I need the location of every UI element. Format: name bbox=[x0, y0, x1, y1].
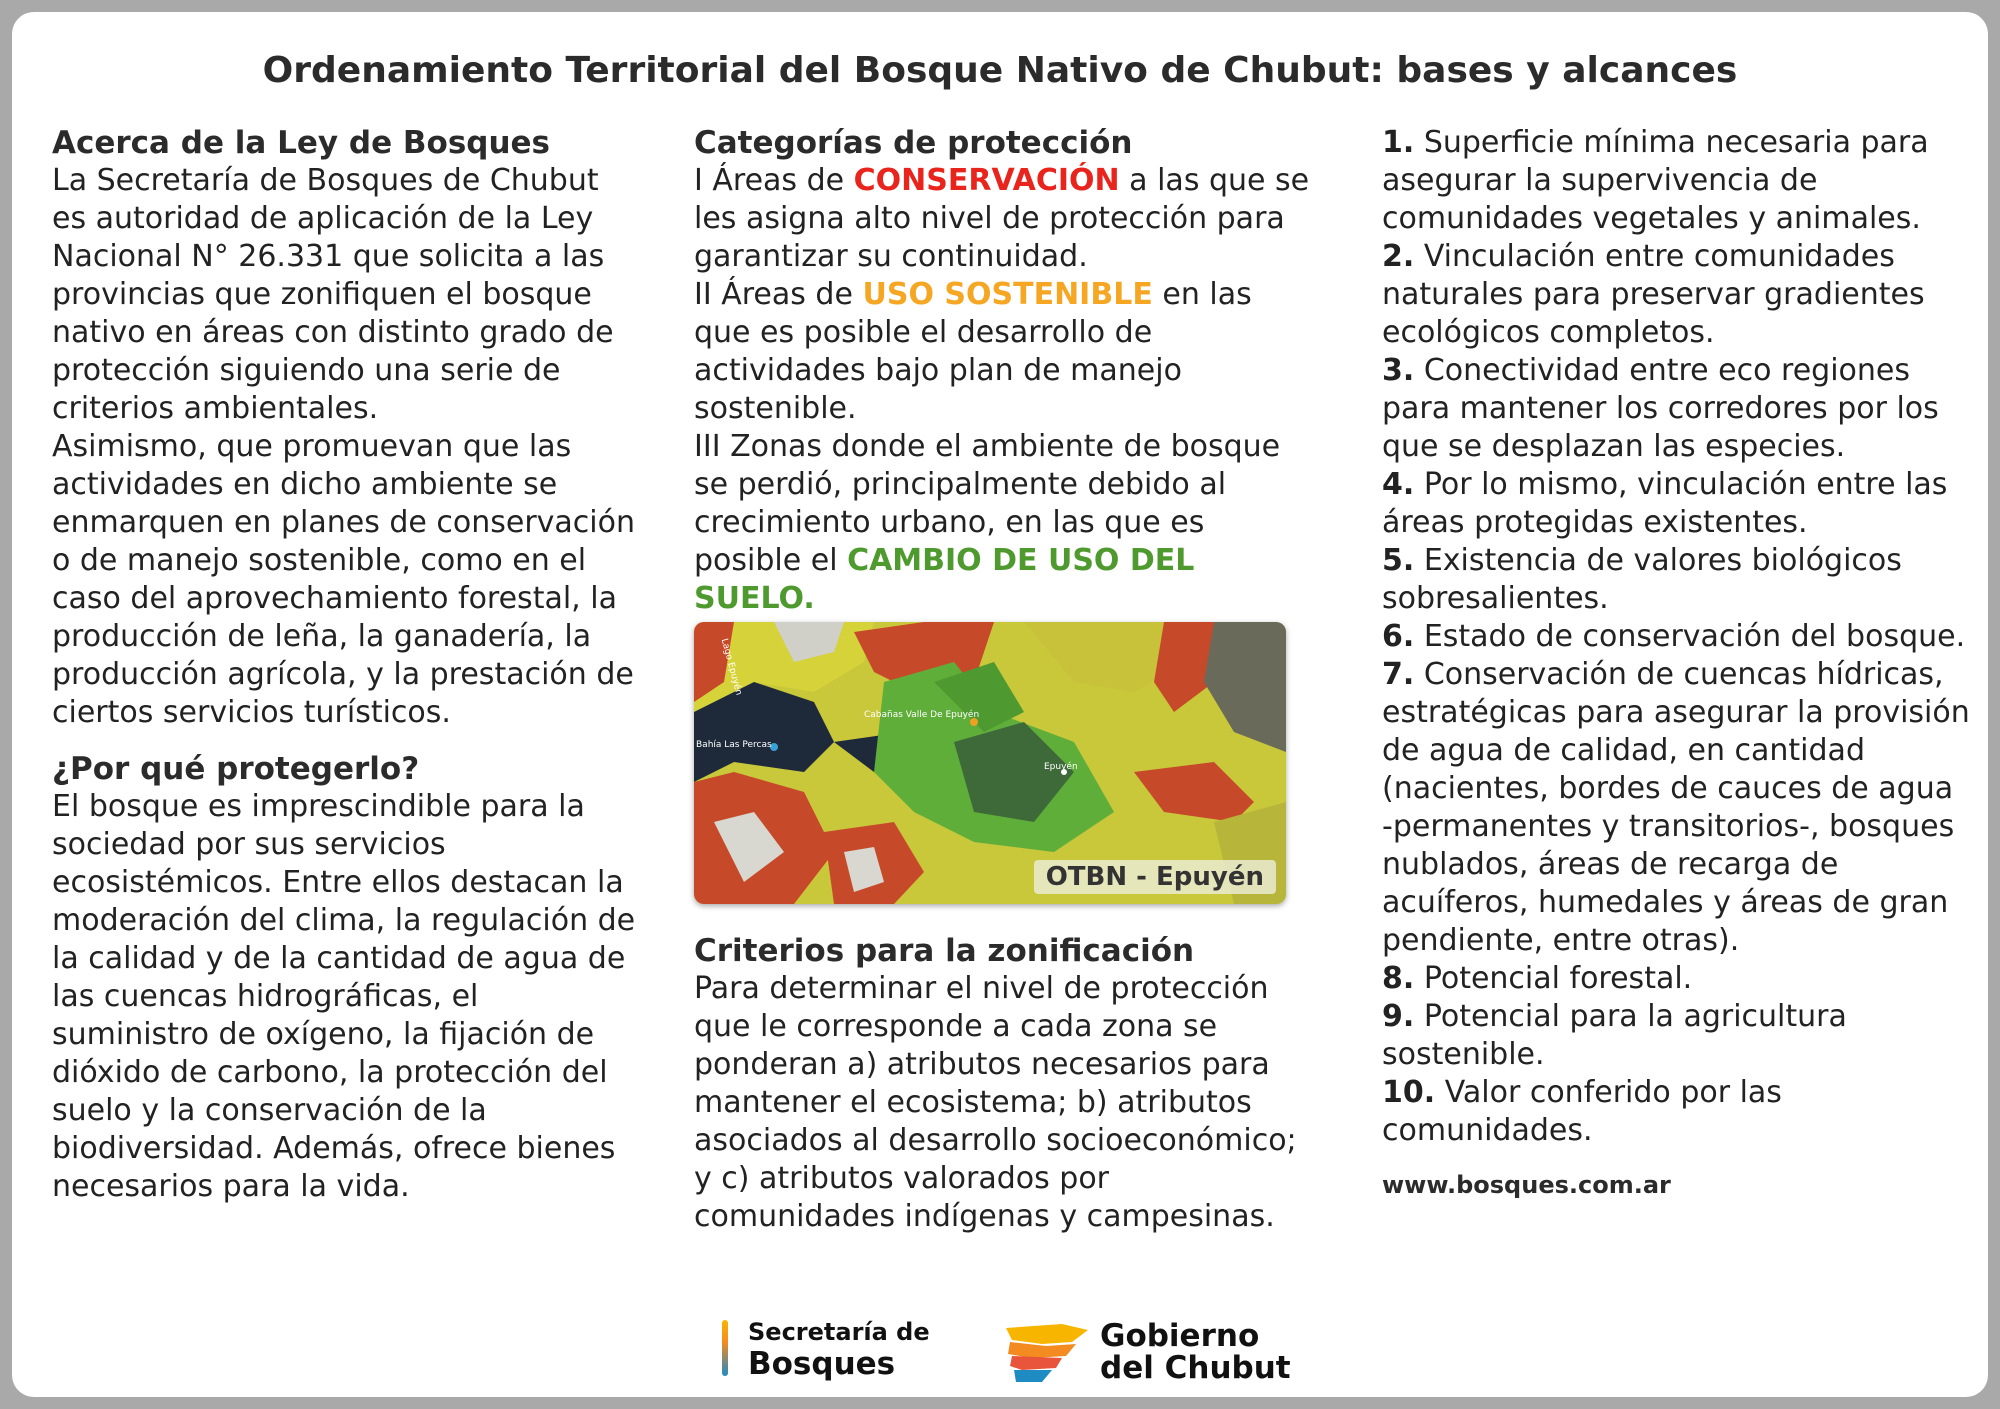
criterion-number: 3. bbox=[1382, 353, 1415, 388]
category-conservation bbox=[694, 162, 1314, 276]
criterion-item bbox=[1382, 960, 1972, 998]
criterion-text: Existencia de valores biológicos sobresalientes. bbox=[1382, 543, 1902, 616]
criterion-text: Valor conferido por las comunidades. bbox=[1382, 1075, 1782, 1148]
criterion-text: Estado de conservación del bosque. bbox=[1414, 619, 1966, 654]
category-land-use-change bbox=[694, 428, 1314, 618]
criterion-item bbox=[1382, 466, 1972, 542]
category-conservation-text: a las que se les asigna alto nivel de protección para garantizar su continuidad. bbox=[694, 163, 1310, 274]
paragraph-zoning-criteria: Para determinar el nivel de protección que le corresponde a cada zona se ponderan a) atributos necesarios para mantener el ecosistema; b) atributos asociados al desarrollo socioeconómico; y c) atributos valorados por comunidades indígenas y campesinas. bbox=[694, 971, 1297, 1234]
logo-secretaria-line1: Secretaría de bbox=[748, 1318, 930, 1346]
map-place-bahia-las-percas: Bahía Las Percas bbox=[696, 740, 772, 750]
criterion-item bbox=[1382, 352, 1972, 466]
logo-gobierno-line1: Gobierno bbox=[1100, 1318, 1260, 1354]
criterion-number: 9. bbox=[1382, 999, 1415, 1034]
category-sustainable-prefix: II Áreas de bbox=[694, 277, 863, 312]
chubut-emblem-icon bbox=[1002, 1322, 1092, 1384]
criterion-number: 4. bbox=[1382, 467, 1415, 502]
criterion-text: Potencial para la agricultura sostenible. bbox=[1382, 999, 1847, 1072]
map-place-lake-epuyen: Lago Epuyén bbox=[718, 637, 744, 697]
criterion-number: 10. bbox=[1382, 1075, 1436, 1110]
criterion-text: Potencial forestal. bbox=[1414, 961, 1693, 996]
logo-secretaria-line2: Bosques bbox=[748, 1346, 896, 1382]
criterion-text: Conservación de cuencas hídricas, estratégicas para asegurar la provisión de agua de calidad, en cantidad (nacientes, bordes de cauces de agua -permanentes y transitorios-, bosques nublados, áreas de recarga de acuíferos, humedales y áreas de gran pendiente, entre otras). bbox=[1382, 657, 1970, 958]
column-about-law bbox=[52, 124, 642, 1206]
paragraph-law-intro: La Secretaría de Bosques de Chubut es autoridad de aplicación de la Ley Nacional N° 26.331 que solicita a las provincias que zonifiquen el bosque nativo en áreas con distinto grado de protección siguiendo una serie de criterios ambientales. bbox=[52, 163, 614, 426]
page-title: Ordenamiento Territorial del Bosque Nativo de Chubut: bases y alcances bbox=[262, 50, 1738, 91]
criterion-item bbox=[1382, 1074, 1972, 1150]
criterion-number: 6. bbox=[1382, 619, 1415, 654]
criterion-number: 2. bbox=[1382, 239, 1415, 274]
criterion-item bbox=[1382, 124, 1972, 238]
criterion-text: Por lo mismo, vinculación entre las áreas protegidas existentes. bbox=[1382, 467, 1948, 540]
heading-why-protect: ¿Por qué protegerlo? bbox=[52, 751, 420, 787]
criterion-number: 8. bbox=[1382, 961, 1415, 996]
criterion-number: 1. bbox=[1382, 125, 1415, 160]
paragraph-why-protect: El bosque es imprescindible para la sociedad por sus servicios ecosistémicos. Entre ellos destacan la moderación del clima, la regulación de la calidad y de la cantidad de agua de las cuencas hidrográficas, el suministro de oxígeno, la fijación de dióxido de carbono, la protección del suelo y la conservación de la biodiversidad. Además, ofrece bienes necesarios para la vida. bbox=[52, 789, 636, 1204]
info-card bbox=[12, 12, 1988, 1397]
category-land-use-prefix: III Zonas donde el ambiente de bosque se perdió, principalmente debido al crecimiento urbano, en las que es posible el bbox=[694, 429, 1281, 578]
category-sustainable-text: en las que es posible el desarrollo de actividades bajo plan de manejo sostenible. bbox=[694, 277, 1252, 426]
criterion-item bbox=[1382, 656, 1972, 960]
logo-secretaria-bosques bbox=[722, 1310, 962, 1382]
logo-bar-icon bbox=[722, 1320, 728, 1376]
map-caption: OTBN - Epuyén bbox=[1034, 860, 1276, 894]
map-place-epuyen: Epuyén bbox=[1044, 762, 1078, 772]
heading-zoning-criteria: Criterios para la zonificación bbox=[694, 933, 1195, 969]
paragraph-law-activities: Asimismo, que promuevan que las actividades en dicho ambiente se enmarquen en planes de conservación o de manejo sostenible, como en el caso del aprovechamiento forestal, la producción de leña, la ganadería, la producción agrícola, y la prestación de ciertos servicios turísticos. bbox=[52, 429, 636, 730]
keyword-land-use-change: CAMBIO DE USO DEL SUELO bbox=[694, 543, 1195, 616]
column-criteria-list bbox=[1382, 124, 1972, 1204]
criterion-item bbox=[1382, 618, 1972, 656]
category-land-use-period: . bbox=[803, 581, 815, 616]
criterion-item bbox=[1382, 542, 1972, 618]
category-conservation-prefix: I Áreas de bbox=[694, 163, 854, 198]
criterion-number: 7. bbox=[1382, 657, 1415, 692]
website-url[interactable]: www.bosques.com.ar bbox=[1382, 1171, 1671, 1199]
criteria-list bbox=[1382, 124, 1972, 1150]
column-zoning-criteria bbox=[694, 932, 1314, 1236]
map-place-cabanas: Cabañas Valle De Epuyén bbox=[864, 710, 980, 720]
column-categories bbox=[694, 124, 1314, 618]
keyword-sustainable-use: USO SOSTENIBLE bbox=[862, 277, 1153, 312]
criterion-number: 5. bbox=[1382, 543, 1415, 578]
logo-gobierno-chubut bbox=[1002, 1318, 1302, 1386]
criterion-text: Vinculación entre comunidades naturales para preservar gradientes ecológicos completos. bbox=[1382, 239, 1925, 350]
heading-categories: Categorías de protección bbox=[694, 125, 1133, 161]
logo-gobierno-line2: del Chubut bbox=[1100, 1350, 1291, 1386]
zoning-map bbox=[694, 622, 1286, 904]
criterion-item bbox=[1382, 238, 1972, 352]
criterion-text: Superficie mínima necesaria para asegurar la supervivencia de comunidades vegetales y animales. bbox=[1382, 125, 1929, 236]
keyword-conservation: CONSERVACIÓN bbox=[853, 163, 1120, 198]
category-sustainable-use bbox=[694, 276, 1314, 428]
criterion-text: Conectividad entre eco regiones para mantener los corredores por los que se desplazan las especies. bbox=[1382, 353, 1939, 464]
criterion-item bbox=[1382, 998, 1972, 1074]
heading-about-law: Acerca de la Ley de Bosques bbox=[52, 125, 551, 161]
